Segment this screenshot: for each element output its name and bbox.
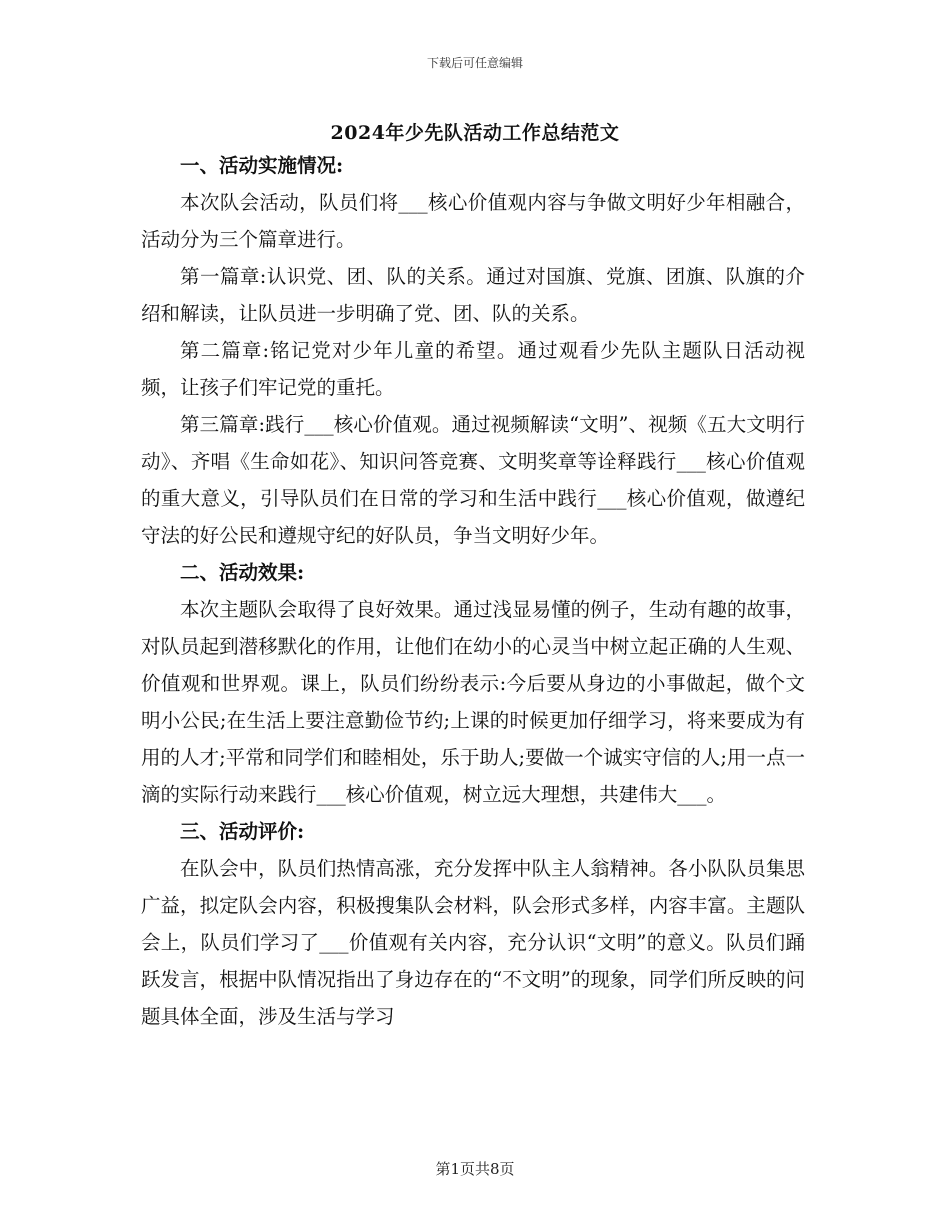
- paragraph: 第二篇章:铭记党对少年儿童的希望。通过观看少先队主题队日活动视频，让孩子们牢记党的重托。: [141, 339, 805, 399]
- paragraph: 本次主题队会取得了良好效果。通过浅显易懂的例子，生动有趣的故事，对队员起到潜移默化的作用，让他们在幼小的心灵当中树立起正确的人生观、价值观和世界观。课上，队员们纷纷表示:今后要从身边的小事做起，做个文明小公民;在生活上要注意勤俭节约;上课的时候更加仔细学习，将来要成为有用的人才;平常和同学们和睦相处，乐于助人;要做一个诚实守信的人;用一点一滴的实际行动来践行___核心价值观，树立远大理想，共建伟大___。: [141, 598, 805, 806]
- paragraph: 在队会中，队员们热情高涨，充分发挥中队主人翁精神。各小队队员集思广益，拟定队会内容，积极搜集队会材料，队会形式多样，内容丰富。主题队会上，队员们学习了___价值观有关内容，充分认识“文明”的意义。队员们踊跃发言，根据中队情况指出了身边存在的“不文明”的现象，同学们所反映的问题具体全面，涉及生活与学习: [141, 857, 805, 1028]
- section-heading-implementation: 一、活动实施情况:: [180, 154, 344, 177]
- paragraph: 第一篇章:认识党、团、队的关系。通过对国旗、党旗、团旗、队旗的介绍和解读，让队员进一步明确了党、团、队的关系。: [141, 265, 805, 325]
- section-heading-effect: 二、活动效果:: [180, 561, 305, 584]
- document-body: [141, 147, 805, 1035]
- paragraph: 第三篇章:践行___核心价值观。通过视频解读“文明”、视频《五大文明行动》、齐唱《生命如花》、知识问答竞赛、文明奖章等诠释践行___核心价值观的重大意义，引导队员们在日常的学习和生活中践行___核心价值观，做遵纪守法的好公民和遵规守纪的好队员，争当文明好少年。: [141, 413, 805, 547]
- page-number: 第1页共8页: [435, 1160, 515, 1178]
- header-note: 下载后可任意编辑: [426, 56, 523, 70]
- page-title: 2024年少先队活动工作总结范文: [330, 122, 620, 144]
- section-heading-evaluation: 三、活动评价:: [180, 820, 305, 843]
- paragraph: 本次队会活动，队员们将___核心价值观内容与争做文明好少年相融合，活动分为三个篇章进行。: [141, 191, 805, 251]
